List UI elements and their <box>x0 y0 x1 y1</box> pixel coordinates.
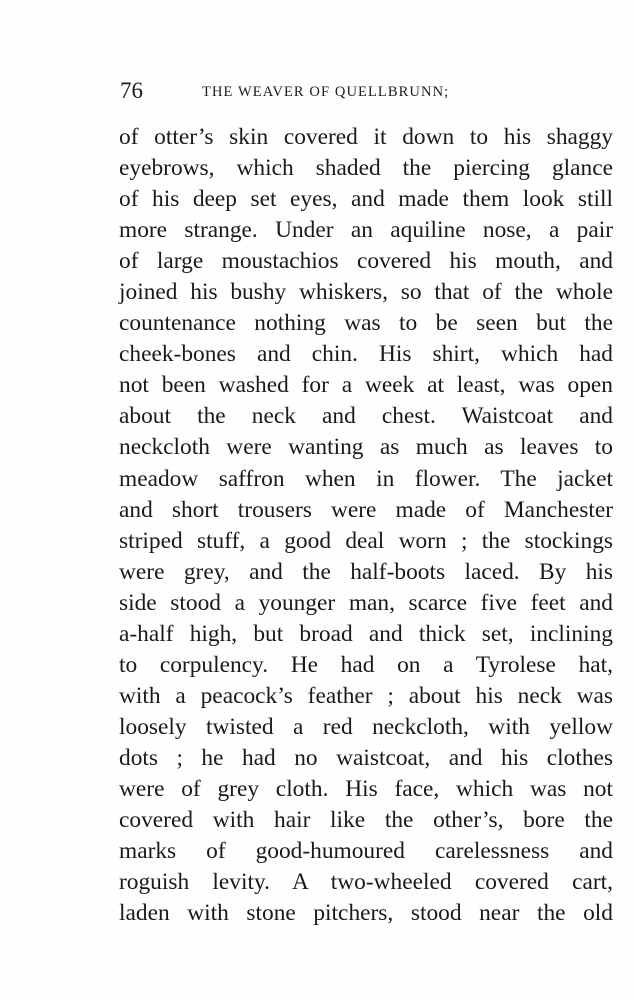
text-line: striped stuff, a good deal worn ; the stockings <box>119 527 613 554</box>
text-line: more strange. Under an aquiline nose, a pair <box>119 217 613 244</box>
text-line: covered with hair like the other’s, bore the <box>119 807 613 834</box>
text-line: neckcloth were wanting as much as leaves to <box>119 434 613 461</box>
text-line: of large moustachios covered his mouth, and <box>119 248 613 275</box>
text-line: to corpulency. He had on a Tyrolese hat, <box>119 651 613 678</box>
text-line: joined his bushy whiskers, so that of the whole <box>119 279 613 306</box>
text-line: of his deep set eyes, and made them look still <box>119 186 613 213</box>
text-line: and short trousers were made of Manchester <box>119 496 613 523</box>
text-line: a-half high, but broad and thick set, inclining <box>119 620 613 647</box>
text-line: about the neck and chest. Waistcoat and <box>119 403 613 430</box>
text-line: marks of good-humoured carelessness and <box>119 838 613 865</box>
body-text <box>119 122 613 929</box>
text-line: with a peacock’s feather ; about his neck was <box>119 682 613 709</box>
running-title: THE WEAVER OF QUELLBRUNN; <box>202 84 450 100</box>
text-line: laden with stone pitchers, stood near the old <box>119 900 613 927</box>
text-line: not been washed for a week at least, was open <box>119 372 613 399</box>
text-line: roguish levity. A two-wheeled covered cart, <box>119 869 613 896</box>
text-line: dots ; he had no waistcoat, and his clothes <box>119 744 613 771</box>
text-line: meadow saffron when in flower. The jacket <box>119 465 613 492</box>
running-head <box>120 78 616 108</box>
text-line: eyebrows, which shaded the piercing glance <box>119 155 613 182</box>
text-line: side stood a younger man, scarce five feet and <box>119 589 613 616</box>
page-number: 76 <box>120 78 143 103</box>
text-line: cheek-bones and chin. His shirt, which had <box>119 341 613 368</box>
text-line: countenance nothing was to be seen but the <box>119 310 613 337</box>
text-line: of otter’s skin covered it down to his shaggy <box>119 124 613 150</box>
text-line: loosely twisted a red neckcloth, with yellow <box>119 713 613 740</box>
text-line: were of grey cloth. His face, which was not <box>119 775 613 802</box>
text-line: were grey, and the half-boots laced. By his <box>119 558 613 585</box>
